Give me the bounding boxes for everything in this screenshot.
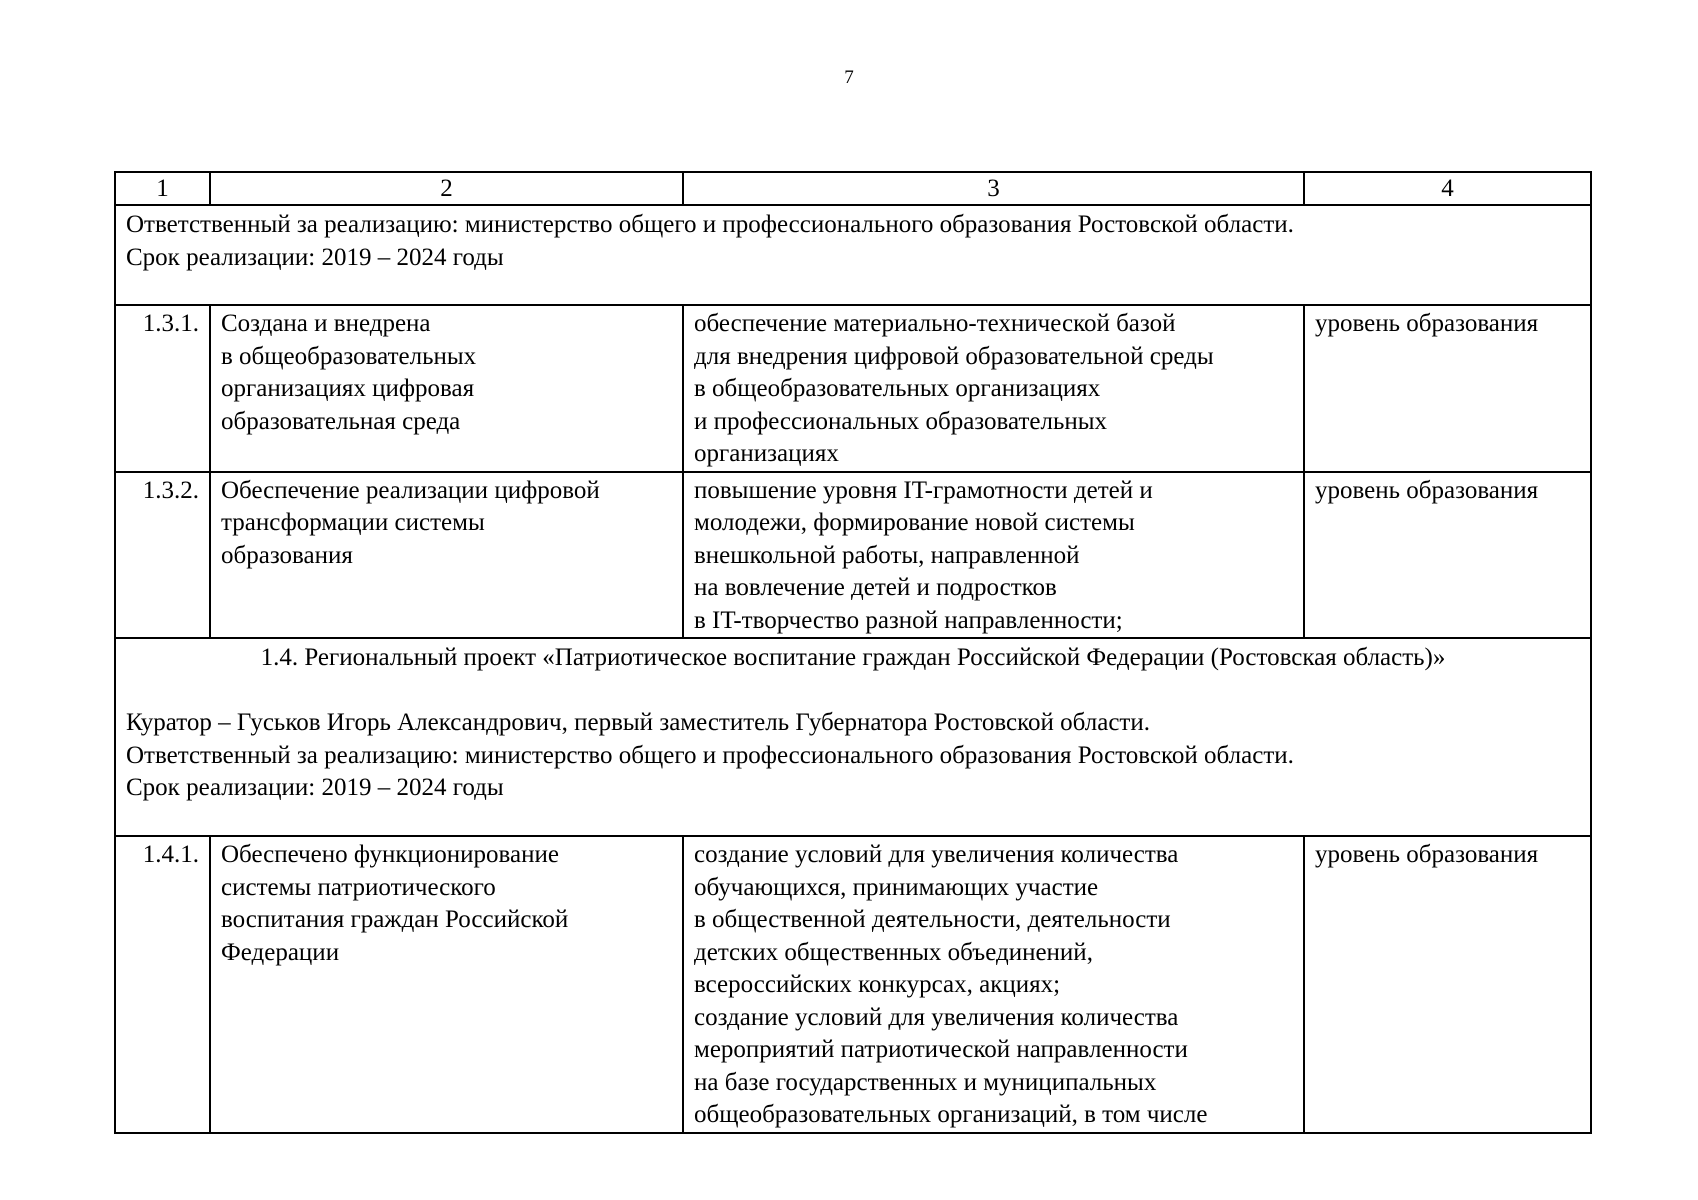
section-1-3-info-row bbox=[115, 205, 1591, 305]
characteristic-line: и профессиональных образовательных bbox=[694, 407, 1108, 435]
measures-table bbox=[114, 171, 1592, 1134]
characteristic-line: всероссийских конкурсах, акциях; bbox=[694, 971, 1061, 998]
result-cell bbox=[210, 305, 683, 472]
section-1-3-info-cell bbox=[115, 205, 1591, 305]
characteristic-cell bbox=[683, 836, 1304, 1133]
section-1-4-responsible: Ответственный за реализацию: министерство общего и профессионального образования Ростовской области. bbox=[126, 741, 1294, 769]
section-1-3-term: Срок реализации: 2019 – 2024 годы bbox=[126, 243, 504, 271]
table-row bbox=[115, 305, 1591, 472]
result-cell bbox=[210, 472, 683, 639]
result-line: трансформации системы bbox=[221, 509, 485, 536]
result-line: системы патриотического bbox=[221, 873, 496, 901]
result-line: воспитания граждан Российской bbox=[221, 906, 569, 933]
column-number-4: 4 bbox=[1304, 172, 1591, 205]
characteristic-line: в IT-творчество разной направленности; bbox=[694, 606, 1123, 634]
result-line: в общеобразовательных bbox=[221, 342, 477, 370]
characteristic-line: на базе государственных и муниципальных bbox=[694, 1068, 1157, 1096]
type-cell: уровень образования bbox=[1304, 472, 1591, 639]
column-number-2: 2 bbox=[210, 172, 683, 205]
row-number: 1.3.1. bbox=[115, 305, 210, 472]
characteristic-line: для внедрения цифровой образовательной среды bbox=[694, 342, 1214, 370]
result-line: Обеспечение реализации цифровой bbox=[221, 476, 600, 504]
characteristic-line: на вовлечение детей и подростков bbox=[694, 574, 1057, 601]
characteristic-cell bbox=[683, 472, 1304, 639]
result-line: образования bbox=[221, 541, 353, 569]
type-cell: уровень образования bbox=[1304, 305, 1591, 472]
result-line: Федерации bbox=[221, 938, 340, 966]
characteristic-line: в общественной деятельности, деятельности bbox=[694, 906, 1171, 933]
characteristic-line: в общеобразовательных организациях bbox=[694, 375, 1101, 402]
characteristic-line: внешкольной работы, направленной bbox=[694, 541, 1080, 569]
column-number-3: 3 bbox=[683, 172, 1304, 205]
characteristic-line: создание условий для увеличения количества bbox=[694, 841, 1179, 868]
column-number-1: 1 bbox=[115, 172, 210, 205]
section-1-4-term: Срок реализации: 2019 – 2024 годы bbox=[126, 774, 504, 801]
section-1-4-info-cell bbox=[115, 638, 1591, 836]
table-row bbox=[115, 836, 1591, 1133]
type-cell: уровень образования bbox=[1304, 836, 1591, 1133]
characteristic-line: создание условий для увеличения количества bbox=[694, 1003, 1179, 1031]
result-line: организациях цифровая bbox=[221, 375, 475, 402]
page-number: 7 bbox=[844, 67, 854, 88]
characteristic-line: детских общественных объединений, bbox=[694, 938, 1093, 966]
row-number: 1.4.1. bbox=[115, 836, 210, 1133]
table-header-row bbox=[115, 172, 1591, 205]
section-1-4-curator: Куратор – Гуськов Игорь Александрович, первый заместитель Губернатора Ростовской области. bbox=[126, 709, 1150, 736]
table-row bbox=[115, 472, 1591, 639]
characteristic-line: организациях bbox=[694, 440, 839, 467]
section-1-3-responsible: Ответственный за реализацию: министерство общего и профессионального образования Ростовской области. bbox=[126, 211, 1294, 238]
characteristic-line: общеобразовательных организаций, в том числе bbox=[694, 1101, 1208, 1128]
row-number: 1.3.2. bbox=[115, 472, 210, 639]
section-1-4-info-row bbox=[115, 638, 1591, 836]
characteristic-line: мероприятий патриотической направленности bbox=[694, 1036, 1188, 1063]
regional-project-title: 1.4. Региональный проект «Патриотическое воспитание граждан Российской Федерации (Ростовская область)» bbox=[260, 644, 1446, 671]
characteristic-line: молодежи, формирование новой системы bbox=[694, 509, 1135, 536]
result-line: Создана и внедрена bbox=[221, 310, 431, 337]
characteristic-cell bbox=[683, 305, 1304, 472]
characteristic-line: повышение уровня IT-грамотности детей и bbox=[694, 476, 1153, 504]
blank-line bbox=[126, 675, 1580, 708]
result-cell bbox=[210, 836, 683, 1133]
result-line: Обеспечено функционирование bbox=[221, 841, 559, 868]
characteristic-line: обеспечение материально-технической базой bbox=[694, 310, 1176, 337]
characteristic-line: обучающихся, принимающих участие bbox=[694, 873, 1099, 901]
result-line: образовательная среда bbox=[221, 407, 461, 435]
